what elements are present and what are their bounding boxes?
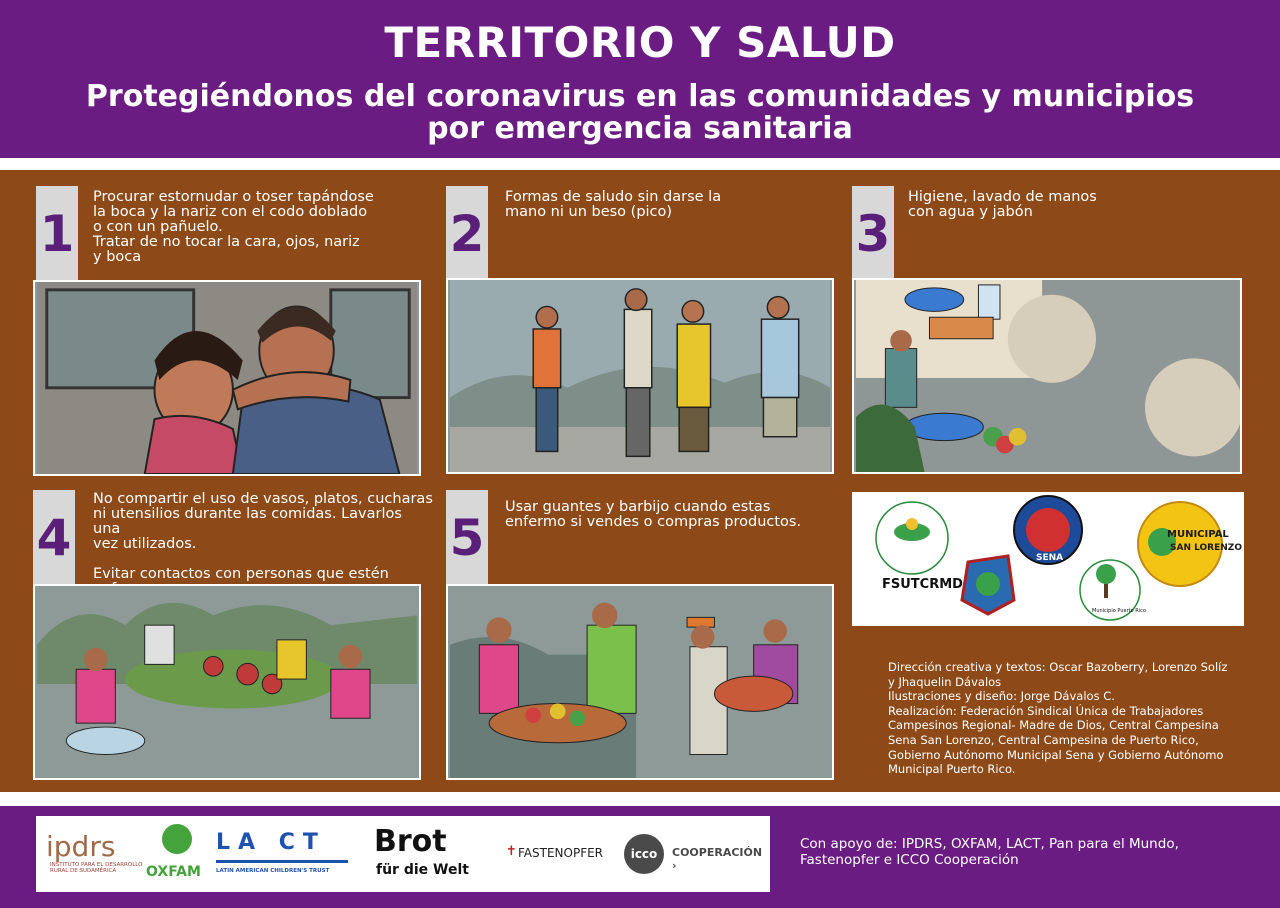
credits-line: Municipal Puerto Rico.	[888, 762, 1016, 777]
puerto-rico-label: Municipio Puerto Rico	[1092, 608, 1146, 614]
fastenopfer-logo: FASTENOPFER	[518, 846, 604, 860]
step-4-text	[93, 492, 433, 597]
step-3-text	[908, 190, 1228, 220]
ipdrs-logo: ipdrs	[46, 830, 116, 863]
ipdrs-subtitle: INSTITUTO PARA EL DESARROLLO RURAL DE SUDAMÉRICA	[50, 862, 143, 874]
step-2-illustration	[446, 278, 834, 474]
partner-logos-panel	[852, 492, 1244, 626]
step-1-line: Procurar estornudar o toser tapándose	[93, 189, 374, 205]
page-subtitle: Protegiéndonos del coronavirus en las comunidades y municipios por emergencia sanitaria	[85, 79, 1195, 146]
step-3-line: Higiene, lavado de manos	[908, 189, 1097, 205]
step-5-line: Usar guantes y barbijo cuando estas	[505, 499, 771, 515]
brot-subtitle: für die Welt	[376, 862, 469, 878]
lact-subtitle: LATIN AMERICAN CHILDREN'S TRUST	[216, 868, 330, 874]
lact-logo: LA CT	[216, 830, 326, 855]
step-4-line	[93, 552, 433, 567]
brot-logo: Brot	[374, 824, 447, 859]
support-text	[800, 836, 1240, 868]
step-1-text	[93, 190, 413, 265]
step-4-illustration	[33, 584, 421, 780]
icco-logo: icco	[624, 834, 664, 874]
fastenopfer-icon: ✝	[506, 844, 517, 859]
credits-line: Dirección creativa y textos: Oscar Bazoberry, Lorenzo Solíz	[888, 660, 1228, 674]
step-1-line: la boca y la nariz con el codo doblado	[93, 204, 368, 220]
credits-line: Sena San Lorenzo, Central Campesina de Puerto Rico,	[888, 732, 1199, 747]
san-lorenzo-label: SAN LORENZO	[1170, 543, 1242, 553]
support-line: Fastenopfer e ICCO Cooperación	[800, 852, 1019, 868]
municipal-label: MUNICIPAL	[1167, 529, 1229, 540]
step-1-number: 1	[36, 186, 78, 282]
step-3-line: con agua y jabón	[908, 204, 1033, 220]
step-5-text	[505, 500, 835, 530]
step-2-line: Formas de saludo sin darse la	[505, 189, 722, 205]
step-3-illustration	[852, 278, 1242, 474]
step-4-line: vez utilizados.	[93, 536, 197, 552]
icco-cooperacion-label: COOPERACIÓN ›	[672, 846, 763, 872]
step-2-number: 2	[446, 186, 488, 282]
step-1-illustration	[33, 280, 421, 476]
greeting-scene-image	[448, 280, 832, 472]
credits-line: Gobierno Autónomo Municipal Sena y Gobierno Autónomo	[888, 747, 1224, 762]
step-4-line: No compartir el uso de vasos, platos, cucharas	[93, 491, 433, 507]
step-2-text	[505, 190, 825, 220]
oxfam-icon	[162, 824, 192, 854]
handwashing-scene-image	[854, 280, 1240, 472]
footer-banner	[0, 806, 1280, 908]
header-banner	[0, 0, 1280, 158]
step-5-illustration	[446, 584, 834, 780]
step-5-number: 5	[446, 490, 488, 586]
support-line: Con apoyo de: IPDRS, OXFAM, LACT, Pan para el Mundo,	[800, 836, 1179, 852]
market-scene-image	[448, 586, 832, 778]
step-2-line: mano ni un beso (pico)	[505, 204, 673, 220]
sponsor-logos-strip	[36, 816, 770, 892]
step-4-line: Evitar contactos con personas que estén	[93, 566, 389, 582]
partner-logos-image	[852, 492, 1244, 626]
credits-line: y Jhaquelin Dávalos	[888, 674, 1002, 689]
step-1-line: Tratar de no tocar la cara, ojos, nariz	[93, 234, 360, 250]
step-3-number: 3	[852, 186, 894, 282]
main-panel	[0, 170, 1280, 792]
shared-meal-scene-image	[35, 586, 419, 778]
step-4-line: ni utensilios durante las comidas. Lavarlos una	[93, 506, 402, 537]
page-title: TERRITORIO Y SALUD	[384, 18, 896, 67]
credits-line: Ilustraciones y diseño: Jorge Dávalos C.	[888, 689, 1115, 704]
step-1-line: y boca	[93, 249, 142, 265]
sneeze-scene-image	[35, 282, 419, 474]
oxfam-logo: OXFAM	[146, 864, 201, 880]
fsutcrmd-label: FSUTCRMD	[882, 577, 963, 592]
credits-line: Campesinos Regional- Madre de Dios, Central Campesina	[888, 718, 1219, 733]
step-1-line: o con un pañuelo.	[93, 219, 223, 235]
step-5-line: enfermo si vendes o compras productos.	[505, 514, 802, 530]
lact-rule	[216, 860, 348, 863]
step-4-number: 4	[33, 490, 75, 586]
sena-label: SENA	[1036, 553, 1064, 563]
credits-line: Realización: Federación Sindical Única de Trabajadores	[888, 703, 1204, 718]
credits	[888, 660, 1228, 777]
